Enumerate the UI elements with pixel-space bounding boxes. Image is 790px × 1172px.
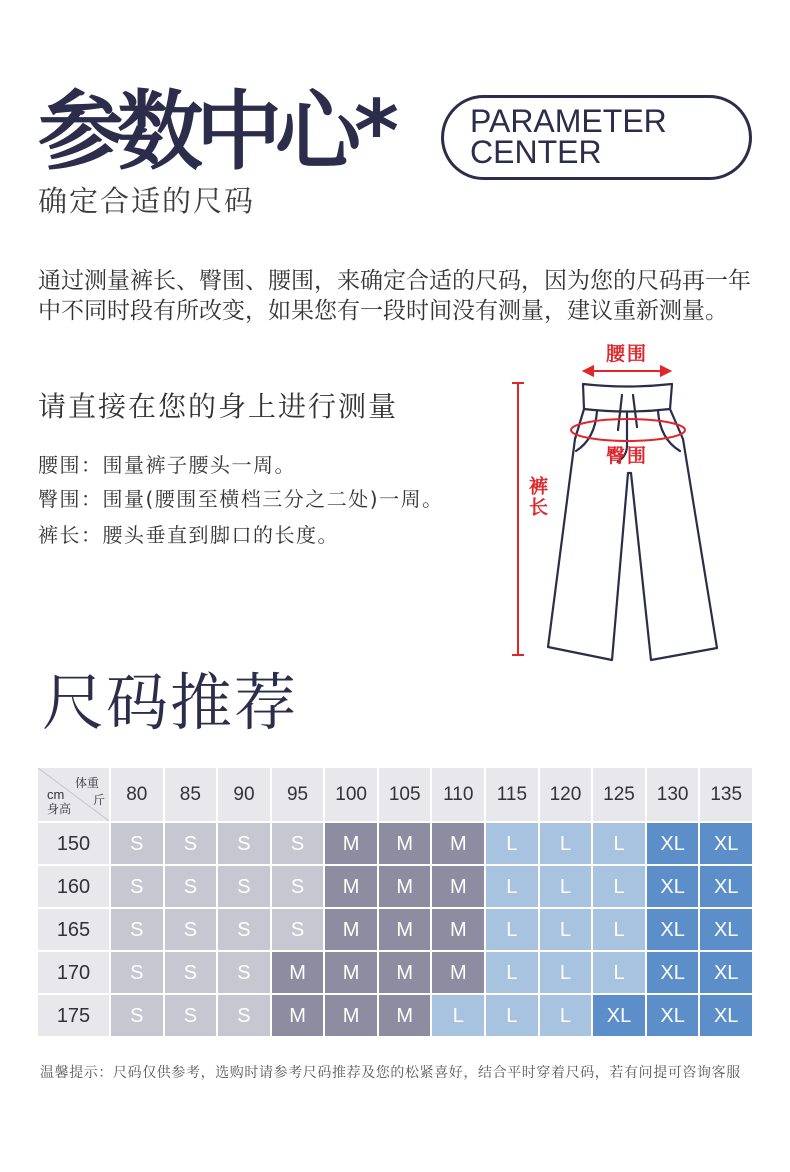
hip-label: 臀围 [606,445,649,467]
height-axis-label: 身高 [47,802,72,816]
size-cell: M [379,995,431,1036]
weight-header: 105 [379,768,431,821]
measure-heading: 请直接在您的身上进行测量 [38,390,399,423]
size-cell: M [325,909,377,950]
size-cell: L [593,952,645,993]
size-cell: M [432,952,484,993]
height-unit-label: cm [47,787,65,802]
height-label: 170 [38,952,109,993]
waist-label: 腰围 [606,343,649,365]
size-cell: XL [647,823,699,864]
size-cell: S [111,866,163,907]
size-cell: XL [700,823,752,864]
size-cell: S [111,952,163,993]
weight-header: 90 [218,768,270,821]
size-cell: XL [700,952,752,993]
size-cell: M [432,909,484,950]
weight-header: 100 [325,768,377,821]
size-cell: L [486,866,538,907]
size-cell: S [165,866,217,907]
weight-header: 130 [647,768,699,821]
size-cell: M [272,995,324,1036]
size-cell: L [540,995,592,1036]
size-cell: XL [647,866,699,907]
size-cell: S [165,909,217,950]
measure-item-waist: 腰围：围量裤子腰头一周。 [38,453,296,477]
height-label: 165 [38,909,109,950]
weight-header: 85 [165,768,217,821]
size-cell: M [325,866,377,907]
weight-header: 135 [700,768,752,821]
size-cell: L [540,866,592,907]
size-cell: S [165,995,217,1036]
weight-header: 125 [593,768,645,821]
size-cell: L [432,995,484,1036]
page-title: 参数中心* [38,82,392,182]
size-cell: S [111,909,163,950]
size-cell: L [540,909,592,950]
size-cell: L [540,823,592,864]
size-cell: M [325,823,377,864]
weight-axis-label: 体重 [75,776,100,790]
size-cell: M [432,866,484,907]
weight-header: 80 [111,768,163,821]
weight-unit-label: 斤 [93,793,106,807]
waist-measure-line [584,367,670,376]
size-cell: L [486,909,538,950]
size-cell: S [272,909,324,950]
size-cell: S [111,995,163,1036]
size-cell: M [379,823,431,864]
size-table [38,768,752,1036]
size-cell: S [111,823,163,864]
size-cell: M [325,995,377,1036]
size-cell: XL [700,909,752,950]
table-corner-cell [38,768,109,821]
badge-text [470,103,667,170]
size-cell: S [165,823,217,864]
waistband [583,384,672,412]
size-cell: M [379,909,431,950]
size-cell: L [593,909,645,950]
height-label: 160 [38,866,109,907]
size-cell: M [272,952,324,993]
size-cell: XL [647,909,699,950]
length-label: 裤长 [526,476,548,518]
size-cell: XL [647,952,699,993]
badge-line-1: PARAMETER [470,103,667,139]
size-cell: S [272,866,324,907]
measure-item-length: 裤长：腰头垂直到脚口的长度。 [38,523,339,547]
size-cell: XL [700,866,752,907]
weight-header: 115 [486,768,538,821]
weight-header: 120 [540,768,592,821]
weight-header: 110 [432,768,484,821]
size-cell: XL [700,995,752,1036]
weight-header: 95 [272,768,324,821]
size-cell: L [540,952,592,993]
height-label: 150 [38,823,109,864]
size-cell: L [593,823,645,864]
badge-line-2: CENTER [470,134,602,170]
size-section-title: 尺码推荐 [42,666,299,739]
size-cell: S [165,952,217,993]
footer-note: 温馨提示：尺码仅供参考，选购时请参考尺码推荐及您的松紧喜好，结合平时穿着尺码，若有问提可咨询客服 [40,1065,741,1081]
height-label: 175 [38,995,109,1036]
length-measure-line [512,383,524,655]
size-cell: M [379,952,431,993]
measure-item-hip: 臀围：围量(腰围至横档三分之二处)一周。 [38,487,444,511]
size-cell: S [218,909,270,950]
size-cell: L [486,995,538,1036]
size-cell: L [486,952,538,993]
size-cell: S [218,823,270,864]
size-cell: L [486,823,538,864]
intro-line-2: 中不同时段有所改变，如果您有一段时间没有测量，建议重新测量。 [38,298,728,324]
size-cell: S [272,823,324,864]
size-cell: S [218,866,270,907]
size-cell: M [325,952,377,993]
page-subtitle: 确定合适的尺码 [38,184,256,218]
size-cell: M [432,823,484,864]
size-cell: M [379,866,431,907]
size-cell: S [218,952,270,993]
size-cell: L [593,866,645,907]
size-cell: XL [647,995,699,1036]
intro-line-1: 通过测量裤长、臀围、腰围，来确定合适的尺码，因为您的尺码再一年 [38,268,751,294]
size-cell: S [218,995,270,1036]
size-cell: XL [593,995,645,1036]
